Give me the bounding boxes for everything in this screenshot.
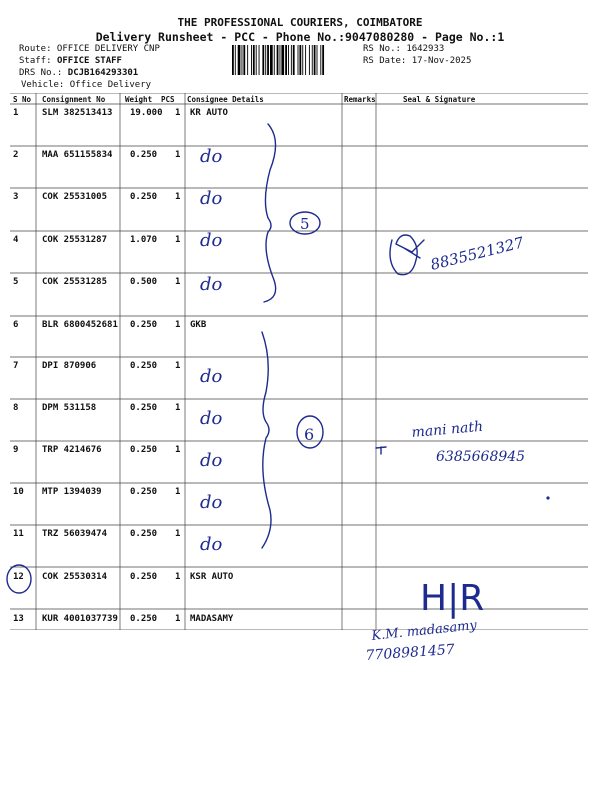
- ditto-mark: do: [200, 534, 223, 555]
- cell-consignee: KR AUTO: [190, 108, 228, 118]
- cell-weight: 0.250: [130, 150, 158, 160]
- cell-consignee: GKB: [190, 320, 207, 330]
- cell-consignment-no: SLM 382513413: [42, 108, 113, 118]
- cell-sno: 7: [13, 361, 19, 371]
- cell-weight: 1.070: [130, 235, 158, 245]
- cell-consignment-no: TRZ 56039474: [42, 529, 108, 539]
- cell-sno: 8: [13, 403, 19, 413]
- handwritten-name-2: K.M. madasamy: [370, 618, 478, 644]
- cell-consignment-no: DPM 531158: [42, 403, 97, 413]
- ditto-mark: do: [200, 408, 223, 429]
- ditto-mark: do: [200, 146, 223, 167]
- cell-pcs: 1: [175, 614, 181, 624]
- ditto-mark: do: [200, 230, 223, 251]
- rs-date: RS Date: 17-Nov-2025: [363, 56, 472, 66]
- cell-weight: 0.250: [130, 445, 158, 455]
- cell-pcs: 1: [175, 445, 181, 455]
- count-5: 5: [300, 215, 310, 233]
- handwritten-phone-1: 8835521327: [428, 233, 526, 274]
- cell-weight: 0.250: [130, 192, 158, 202]
- cell-consignment-no: TRP 4214676: [42, 445, 102, 455]
- col-header-consignment: Consignment No: [42, 95, 106, 104]
- cell-sno: 12: [13, 572, 24, 582]
- cell-pcs: 1: [175, 277, 181, 287]
- cell-pcs: 1: [175, 108, 181, 118]
- cell-pcs: 1: [175, 192, 181, 202]
- cell-weight: 0.250: [130, 320, 158, 330]
- cell-weight: 0.250: [130, 361, 158, 371]
- rs-number: RS No.: 1642933: [363, 44, 445, 54]
- document-subtitle: Delivery Runsheet - PCC - Phone No.:9047080280 - Page No.:1: [95, 30, 505, 44]
- cell-sno: 1: [13, 108, 19, 118]
- col-header-sno: S No: [13, 95, 32, 104]
- drs-label: DRS No.:: [19, 68, 68, 78]
- document-title: THE PROFESSIONAL COURIERS, COIMBATORE: [177, 16, 423, 29]
- cell-consignment-no: COK 25531287: [42, 235, 108, 245]
- route-field: Route: OFFICE DELIVERY CNP: [19, 44, 160, 54]
- handwritten-phone-3: 7708981457: [365, 641, 456, 664]
- cell-weight: 0.250: [130, 614, 158, 624]
- col-header-consignee: Consignee Details: [187, 95, 264, 104]
- cell-weight: 0.250: [130, 403, 158, 413]
- cell-consignment-no: MTP 1394039: [42, 487, 102, 497]
- cell-sno: 3: [13, 192, 19, 202]
- cell-pcs: 1: [175, 529, 181, 539]
- cell-pcs: 1: [175, 150, 181, 160]
- cell-weight: 0.250: [130, 529, 158, 539]
- col-header-remarks: Remarks: [344, 95, 376, 104]
- staff-label: Staff:: [19, 56, 57, 66]
- handwritten-mark-hr: H|R: [420, 578, 485, 619]
- cell-consignment-no: KUR 4001037739: [42, 614, 118, 624]
- drs-field: [19, 68, 138, 78]
- cell-weight: 0.250: [130, 572, 158, 582]
- ditto-mark: do: [200, 450, 223, 471]
- runsheet-table-grid: [10, 93, 588, 630]
- cell-consignment-no: MAA 651155834: [42, 150, 113, 160]
- barcode-image: [232, 45, 358, 75]
- ditto-mark: do: [200, 188, 223, 209]
- cell-sno: 10: [13, 487, 24, 497]
- cell-sno: 4: [13, 235, 19, 245]
- cell-sno: 9: [13, 445, 19, 455]
- cell-sno: 13: [13, 614, 24, 624]
- cell-consignee: MADASAMY: [190, 614, 234, 624]
- vehicle-field: Vehicle: Office Delivery: [21, 80, 152, 90]
- cell-weight: 19.000: [130, 108, 163, 118]
- cell-sno: 5: [13, 277, 19, 287]
- ditto-mark: do: [200, 366, 223, 387]
- cell-consignment-no: COK 25531285: [42, 277, 108, 287]
- cell-pcs: 1: [175, 320, 181, 330]
- cell-pcs: 1: [175, 235, 181, 245]
- col-header-pcs: PCS: [161, 95, 175, 104]
- count-6: 6: [304, 425, 315, 444]
- cell-sno: 6: [13, 320, 19, 330]
- cell-consignment-no: COK 25530314: [42, 572, 108, 582]
- cell-consignment-no: DPI 870906: [42, 361, 97, 371]
- staff-value: OFFICE STAFF: [56, 56, 122, 66]
- staff-field: [19, 56, 122, 66]
- cell-pcs: 1: [175, 403, 181, 413]
- col-header-seal-signature: Seal & Signature: [403, 95, 476, 104]
- drs-value: DCJB164293301: [67, 68, 139, 78]
- ditto-mark: do: [200, 274, 223, 295]
- cell-sno: 11: [13, 529, 24, 539]
- cell-pcs: 1: [175, 487, 181, 497]
- cell-weight: 0.250: [130, 487, 158, 497]
- cell-weight: 0.500: [130, 277, 158, 287]
- cell-sno: 2: [13, 150, 19, 160]
- handwritten-phone-2: 6385668945: [436, 449, 526, 465]
- cell-pcs: 1: [175, 361, 181, 371]
- cell-consignment-no: COK 25531005: [42, 192, 108, 202]
- ditto-mark: do: [200, 492, 223, 513]
- cell-consignment-no: BLR 6800452681: [42, 320, 118, 330]
- cell-pcs: 1: [175, 572, 181, 582]
- handwritten-name-1: mani nath: [410, 418, 484, 441]
- cell-consignee: KSR AUTO: [190, 572, 234, 582]
- col-header-weight: Weight: [125, 95, 153, 104]
